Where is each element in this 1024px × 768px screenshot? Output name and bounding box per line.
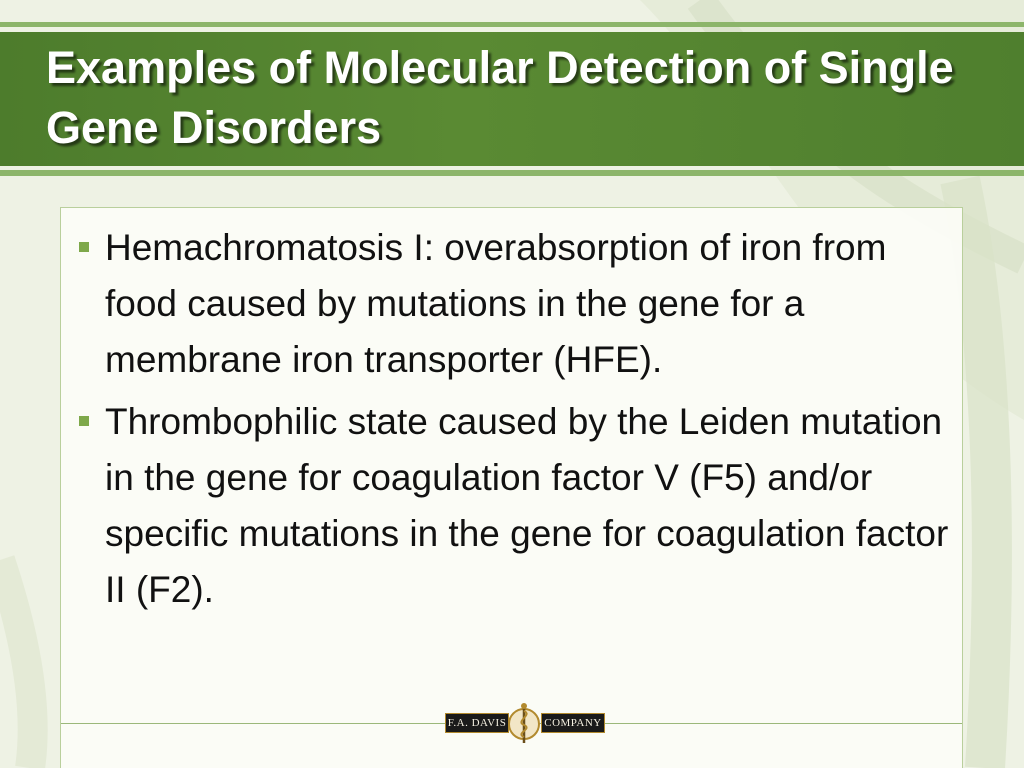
square-bullet-icon: [79, 416, 89, 426]
bullet-list: [75, 220, 955, 624]
top-accent-line: [0, 22, 1024, 27]
logo-right-label: COMPANY: [541, 713, 605, 733]
title-underline: [0, 170, 1024, 176]
content-box: [60, 207, 963, 768]
fa-davis-logo: [445, 699, 605, 747]
list-item: [75, 220, 955, 388]
caduceus-emblem-icon: [505, 701, 543, 745]
logo-left-label: F.A. DAVIS: [445, 713, 509, 733]
square-bullet-icon: [79, 242, 89, 252]
slide-title: Examples of Molecular Detection of Single Gene Disorders: [46, 42, 954, 153]
list-item: [75, 394, 955, 618]
bullet-text: Thrombophilic state caused by the Leiden mutation in the gene for coagulation factor V (F5) and/or specific mutations in the gene for coagulation factor II (F2).: [105, 401, 949, 610]
bullet-text: Hemachromatosis I: overabsorption of iron from food caused by mutations in the gene for a membrane iron transporter (HFE).: [105, 227, 887, 380]
